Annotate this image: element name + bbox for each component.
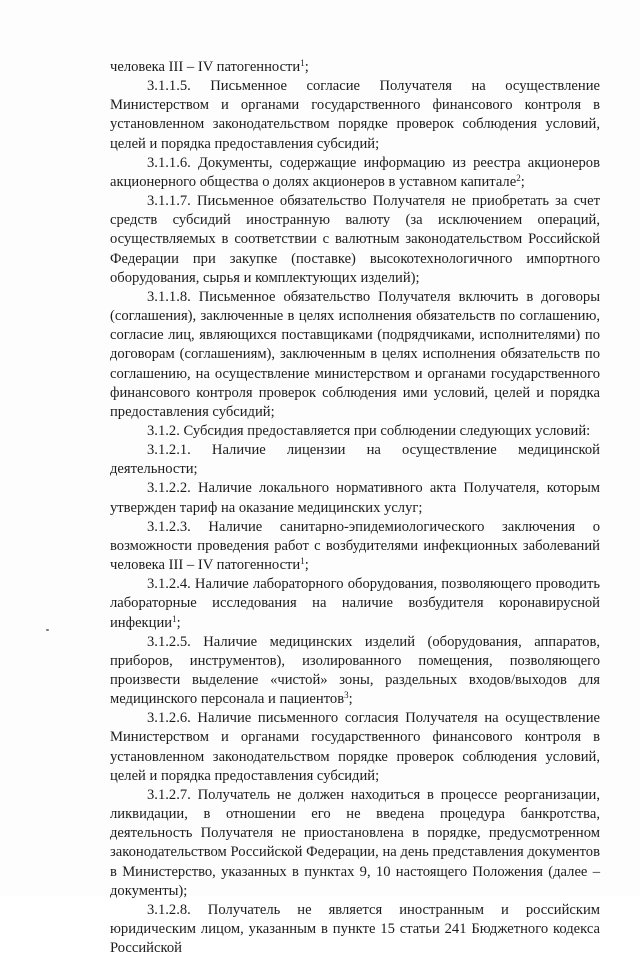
paragraph-continuation: человека III – IV патогенности$^1$; — [110, 58, 309, 75]
footnote-ref: 3 — [344, 690, 349, 701]
footnote-ref: 1 — [300, 556, 305, 567]
paragraph-3-1-2-5: 3.1.2.5. Наличие медицинских изделий (оборудования, аппаратов, приборов, инструментов), изолированного помещения, позволяющего произвести выделение «чистой» зоны, раздельных входов/выходов для медицинского персонала и пациентов$^3$; — [110, 633, 600, 708]
document-body — [110, 58, 600, 958]
paragraph-3-1-1-6: 3.1.1.6. Документы, содержащие информацию из реестра акционеров акционерного общества о долях акционеров в уставном капитале$^2$; — [110, 154, 600, 190]
paragraph-3-1-2-2: 3.1.2.2. Наличие локального нормативного акта Получателя, которым утвержден тариф на оказание медицинских услуг; — [110, 480, 600, 516]
paragraph-3-1-1-8: 3.1.1.8. Письменное обязательство Получателя включить в договоры (соглашения), заключенные в целях исполнения обязательств по соглашению, согласие лиц, являющихся поставщиками (подрядчиками, исполнителями) по договорам (соглашениям), заключенным в целях исполнения обязательств по соглашению, на осуществление министерством и органами государственного финансового контроля проверок соблюдения ими условий, целей и порядка предоставления субсидий; — [110, 288, 600, 420]
footnote-ref: 1 — [300, 58, 305, 69]
paragraph-3-1-2-6: 3.1.2.6. Наличие письменного согласия Получателя на осуществление Министерством и органами государственного финансового контроля в установленном законодательством порядке проверок соблюдения условий, целей и порядка предоставления субсидий; — [110, 710, 600, 784]
paragraph-3-1-1-5: 3.1.1.5. Письменное согласие Получателя на осуществление Министерством и органами государственного финансового контроля в установленном законодательством порядке проверок соблюдения условий, целей и порядка предоставления субсидий; — [110, 78, 600, 152]
scan-speck — [46, 629, 49, 631]
paragraph-3-1-2-4: 3.1.2.4. Наличие лабораторного оборудования, позволяющего проводить лабораторные исследования на наличие возбудителя коронавирусной инфекции$^1$; — [110, 576, 600, 631]
paragraph-3-1-2-3: 3.1.2.3. Наличие санитарно-эпидемиологического заключения о возможности проведения работ с возбудителями инфекционных заболеваний человека III – IV патогенности$^1$; — [110, 518, 600, 574]
paragraph-3-1-2-7: 3.1.2.7. Получатель не должен находиться в процессе реорганизации, ликвидации, в отношении его не введена процедура банкротства, деятельность Получателя не приостановлена в порядке, предусмотренном законодательством Российской Федерации, на день представления документов в Министерство, указанных в пунктах 9, 10 настоящего Положения (далее – документы); — [110, 786, 600, 899]
paragraph-3-1-2-8: 3.1.2.8. Получатель не является иностранным и российским юридическим лицом, указанным в пункте 15 статьи 241 Бюджетного кодекса Российской — [110, 901, 600, 957]
paragraph-3-1-2-1: 3.1.2.1. Наличие лицензии на осуществление медицинской деятельности; — [110, 442, 600, 478]
footnote-ref: 1 — [172, 613, 177, 624]
paragraph-3-1-2: 3.1.2. Субсидия предоставляется при соблюдении следующих условий: — [147, 422, 591, 439]
paragraph-3-1-1-7: 3.1.1.7. Письменное обязательство Получателя не приобретать за счет средств субсидий иностранную валюту (за исключением операций, осуществляемых в соответствии с валютным законодательством Российской Федерации при закупке (поставке) высокотехнологичного импортного оборудования, сырья и комплектующих изделий); — [110, 193, 600, 286]
footnote-ref: 2 — [516, 173, 521, 183]
